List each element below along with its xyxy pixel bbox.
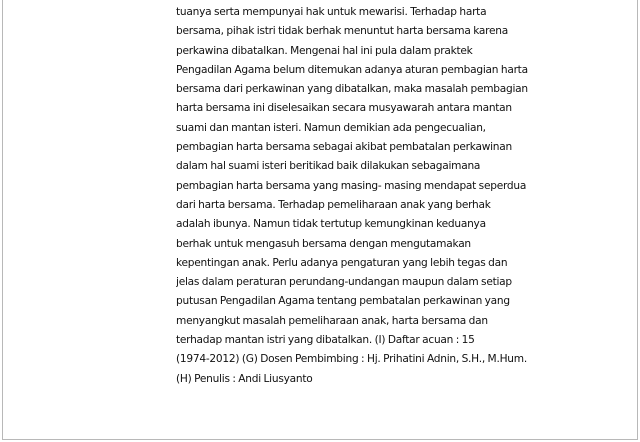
text-line: adalah ibunya. Namun tidak tertutup kemungkinan keduanya bbox=[176, 218, 486, 231]
text-line: jelas dalam peraturan perundang-undangan maupun dalam setiap bbox=[176, 276, 512, 289]
text-line: berhak untuk mengasuh bersama dengan mengutamakan bbox=[176, 237, 471, 250]
text-line: pembagian harta bersama yang masing- masing mendapat seperdua bbox=[176, 179, 527, 192]
text-line: perkawina dibatalkan. Mengenai hal ini pula dalam praktek bbox=[176, 44, 473, 57]
text-line: harta bersama ini diselesaikan secara musyawarah antara mantan bbox=[176, 102, 512, 115]
text-line: kepentingan anak. Perlu adanya pengaturan yang lebih tegas dan bbox=[176, 256, 508, 269]
text-line: (1974-2012) (G) Dosen Pembimbing : Hj. Prihatini Adnin, S.H., M.Hum. bbox=[176, 353, 527, 366]
text-line: dalam hal suami isteri beritikad baik dilakukan sebagaimana bbox=[176, 160, 481, 173]
text-line: bersama dari perkawinan yang dibatalkan, maka masalah pembagian bbox=[176, 83, 528, 96]
text-line: putusan Pengadilan Agama tentang pembatalan perkawinan yang bbox=[176, 295, 510, 308]
text-line: suami dan mantan isteri. Namun demikian ada pengecualian, bbox=[176, 121, 486, 134]
text-line: (H) Penulis : Andi Liusyanto bbox=[176, 372, 313, 385]
text-line: dari harta bersama. Terhadap pemeliharaan anak yang berhak bbox=[176, 198, 491, 211]
text-line: Pengadilan Agama belum ditemukan adanya aturan pembagian harta bbox=[176, 63, 528, 76]
text-line: menyangkut masalah pemeliharaan anak, harta bersama dan bbox=[176, 314, 488, 327]
page-frame bbox=[2, 0, 638, 440]
text-line: bersama, pihak istri tidak berhak menuntut harta bersama karena bbox=[176, 25, 509, 38]
text-line: tuanya serta mempunyai hak untuk mewarisi. Terhadap harta bbox=[176, 6, 487, 18]
abstract-text bbox=[176, 3, 568, 389]
text-line: pembagian harta bersama sebagai akibat pembatalan perkawinan bbox=[176, 141, 512, 154]
text-line: terhadap mantan istri yang dibatalkan. (I) Daftar acuan : 15 bbox=[176, 334, 475, 347]
